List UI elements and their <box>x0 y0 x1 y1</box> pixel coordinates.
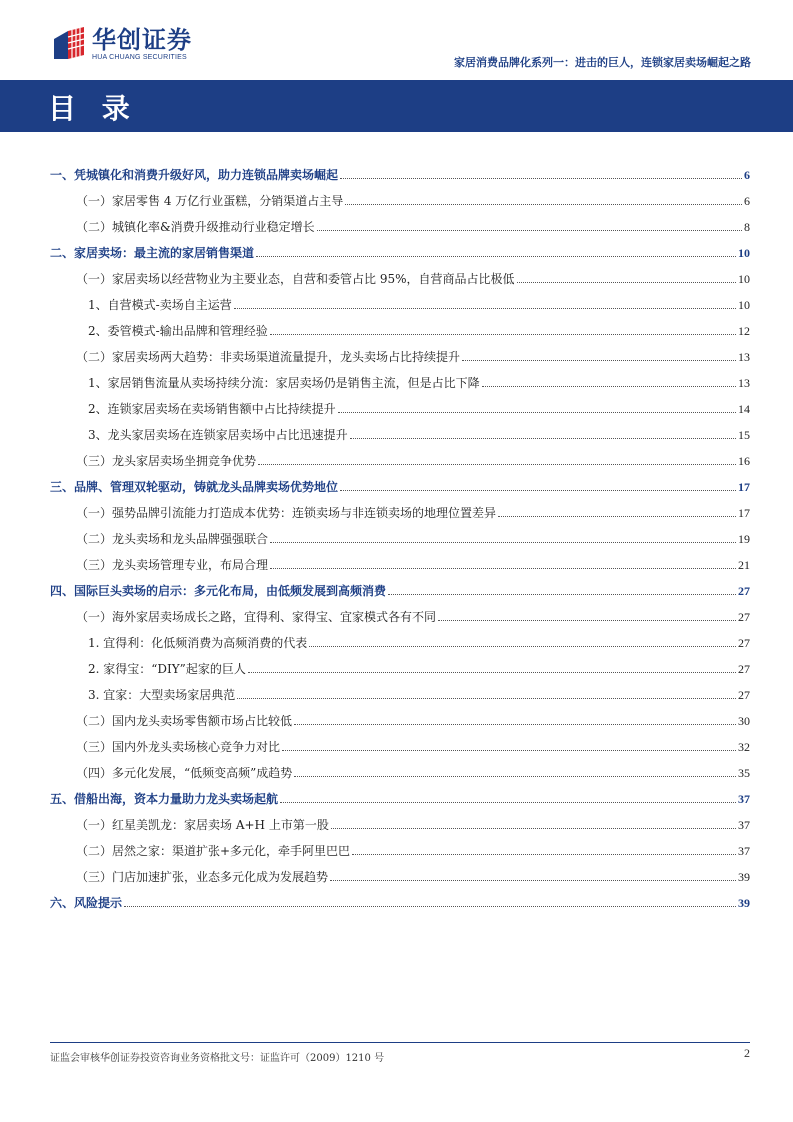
toc-leader-dots <box>438 619 736 621</box>
toc-entry-page: 35 <box>738 766 750 780</box>
toc-entry-label: （二）城镇化率&消费升级推动行业稳定增长 <box>76 220 315 234</box>
toc-entry-label: （二）家居卖场两大趋势：非卖场渠道流量提升，龙头卖场占比持续提升 <box>76 350 461 364</box>
toc-entry[interactable] <box>50 476 750 494</box>
toc-entry[interactable] <box>50 658 750 676</box>
toc-entry[interactable] <box>50 814 750 832</box>
toc-entry-page: 39 <box>738 870 750 884</box>
toc-entry[interactable] <box>50 762 750 780</box>
toc-leader-dots <box>317 229 742 231</box>
toc-entry[interactable] <box>50 736 750 754</box>
toc-entry-page: 16 <box>738 454 750 468</box>
toc-leader-dots <box>270 541 736 543</box>
toc-leader-dots <box>388 593 736 595</box>
toc-entry-page: 27 <box>738 688 750 702</box>
toc-entry-page: 10 <box>738 272 750 286</box>
toc-entry[interactable] <box>50 268 750 286</box>
toc-entry-label: 四、国际巨头卖场的启示：多元化布局，由低频发展到高频消费 <box>50 584 387 598</box>
logo-mark-icon <box>50 25 88 63</box>
toc-entry-label: （四）多元化发展，“低频变高频”成趋势 <box>76 766 293 780</box>
toc-leader-dots <box>498 515 736 517</box>
toc-entry-label: （一）家居零售 4 万亿行业蛋糕，分销渠道占主导 <box>76 194 344 208</box>
toc-entry[interactable] <box>50 346 750 364</box>
toc-entry-label: （一）红星美凯龙：家居卖场 A+H 上市第一股 <box>76 818 329 832</box>
toc-entry-page: 32 <box>738 740 750 754</box>
toc-entry[interactable] <box>50 684 750 702</box>
toc-leader-dots <box>350 437 736 439</box>
toc-entry-page: 27 <box>738 610 750 624</box>
toc-entry[interactable] <box>50 164 750 182</box>
toc-leader-dots <box>345 203 742 205</box>
toc-leader-dots <box>330 879 736 881</box>
toc-heading: 目 录 <box>48 92 138 125</box>
toc-entry-label: 1、家居销售流量从卖场持续分流：家居卖场仍是销售主流，但是占比下降 <box>88 376 480 390</box>
toc-entry-label: （二）居然之家：渠道扩张+多元化，牵手阿里巴巴 <box>76 844 351 858</box>
toc-entry[interactable] <box>50 892 750 910</box>
toc-leader-dots <box>124 905 736 907</box>
page-number: 2 <box>744 1046 750 1060</box>
toc-entry-label: 一、凭城镇化和消费升级好风，助力连锁品牌卖场崛起 <box>50 168 339 182</box>
footer-divider <box>50 1042 750 1043</box>
toc-leader-dots <box>294 723 736 725</box>
toc-leader-dots <box>280 801 736 803</box>
toc-entry-page: 19 <box>738 532 750 546</box>
toc-entry-page: 37 <box>738 792 750 806</box>
toc-entry-label: （三）门店加速扩张，业态多元化成为发展趋势 <box>76 870 329 884</box>
toc-leader-dots <box>482 385 736 387</box>
toc-entry-page: 17 <box>738 480 750 494</box>
toc-leader-dots <box>234 307 736 309</box>
logo-name-cn: 华创证券 <box>92 25 192 54</box>
toc-entry-page: 30 <box>738 714 750 728</box>
toc-entry[interactable] <box>50 190 750 208</box>
toc-entry-page: 6 <box>744 168 750 182</box>
toc-entry[interactable] <box>50 554 750 572</box>
toc-entry-page: 17 <box>738 506 750 520</box>
toc-entry-page: 27 <box>738 584 750 598</box>
toc-entry-label: 二、家居卖场：最主流的家居销售渠道 <box>50 246 255 260</box>
toc-leader-dots <box>352 853 736 855</box>
toc-entry[interactable] <box>50 450 750 468</box>
toc-entry[interactable] <box>50 866 750 884</box>
toc-leader-dots <box>331 827 736 829</box>
toc-entry[interactable] <box>50 502 750 520</box>
toc-leader-dots <box>256 255 736 257</box>
toc-entry[interactable] <box>50 320 750 338</box>
toc-entry[interactable] <box>50 398 750 416</box>
toc-entry-page: 15 <box>738 428 750 442</box>
toc-entry[interactable] <box>50 294 750 312</box>
toc-leader-dots <box>309 645 736 647</box>
toc-entry-label: 三、品牌、管理双轮驱动，铸就龙头品牌卖场优势地位 <box>50 480 339 494</box>
toc-entry[interactable] <box>50 788 750 806</box>
toc-entry-page: 12 <box>738 324 750 338</box>
toc-leader-dots <box>248 671 736 673</box>
toc-banner <box>0 80 793 132</box>
toc-entry-label: 1、自营模式-卖场自主运营 <box>88 298 232 312</box>
toc-entry-page: 8 <box>744 220 750 234</box>
toc-entry-page: 10 <box>738 298 750 312</box>
toc-entry-page: 27 <box>738 662 750 676</box>
toc-leader-dots <box>270 333 736 335</box>
toc-entry-label: 2、连锁家居卖场在卖场销售额中占比持续提升 <box>88 402 336 416</box>
toc-entry-page: 21 <box>738 558 750 572</box>
toc-leader-dots <box>270 567 736 569</box>
toc-leader-dots <box>462 359 736 361</box>
toc-entry-label: （二）龙头卖场和龙头品牌强强联合 <box>76 532 269 546</box>
toc-entry-page: 37 <box>738 818 750 832</box>
toc-entry-label: （一）家居卖场以经营物业为主要业态，自营和委管占比 95%，自营商品占比极低 <box>76 272 515 286</box>
toc-entry-label: 3. 宜家：大型卖场家居典范 <box>88 688 236 702</box>
toc-entry-label: 2. 家得宝：“DIY”起家的巨人 <box>88 662 246 676</box>
toc-entry[interactable] <box>50 710 750 728</box>
toc-entry-page: 13 <box>738 376 750 390</box>
footer-license-text: 证监会审核华创证券投资咨询业务资格批文号：证监许可（2009）1210 号 <box>50 1053 385 1064</box>
toc-entry-page: 6 <box>744 194 750 208</box>
toc-entry-page: 14 <box>738 402 750 416</box>
toc-entry[interactable] <box>50 580 750 598</box>
toc-entry[interactable] <box>50 242 750 260</box>
toc-leader-dots <box>294 775 736 777</box>
toc-entry[interactable] <box>50 424 750 442</box>
toc-entry-page: 13 <box>738 350 750 364</box>
toc-entry-label: 2、委管模式-输出品牌和管理经验 <box>88 324 268 338</box>
toc-entry-page: 39 <box>738 896 750 910</box>
toc-entry[interactable] <box>50 606 750 624</box>
toc-entry-page: 27 <box>738 636 750 650</box>
toc-entry-label: （三）国内外龙头卖场核心竞争力对比 <box>76 740 281 754</box>
report-series-title: 家居消费品牌化系列一：进击的巨人，连锁家居卖场崛起之路 <box>454 56 751 69</box>
toc-entry[interactable] <box>50 372 750 390</box>
toc-leader-dots <box>338 411 736 413</box>
toc-entry-page: 37 <box>738 844 750 858</box>
toc-entry-label: 五、借船出海，资本力量助力龙头卖场起航 <box>50 792 279 806</box>
toc-entry[interactable] <box>50 632 750 650</box>
toc-entry-label: （三）龙头卖场管理专业，布局合理 <box>76 558 269 572</box>
toc-entry-label: 3、龙头家居卖场在连锁家居卖场中占比迅速提升 <box>88 428 348 442</box>
company-logo <box>50 24 192 64</box>
toc-entry[interactable] <box>50 840 750 858</box>
toc-entry-label: （二）国内龙头卖场零售额市场占比较低 <box>76 714 293 728</box>
toc-leader-dots <box>258 463 736 465</box>
toc-entry-page: 10 <box>738 246 750 260</box>
toc-leader-dots <box>517 281 737 283</box>
toc-entry-label: 1. 宜得利：化低频消费为高频消费的代表 <box>88 636 308 650</box>
toc-leader-dots <box>340 177 742 179</box>
toc-entry-label: （一）海外家居卖场成长之路，宜得利、家得宝、宜家模式各有不同 <box>76 610 437 624</box>
toc-leader-dots <box>237 697 736 699</box>
toc-entry[interactable] <box>50 528 750 546</box>
toc-leader-dots <box>340 489 736 491</box>
toc-entry-label: （一）强势品牌引流能力打造成本优势：连锁卖场与非连锁卖场的地理位置差异 <box>76 506 497 520</box>
toc-entry-label: （三）龙头家居卖场坐拥竞争优势 <box>76 454 257 468</box>
toc-entry[interactable] <box>50 216 750 234</box>
logo-name-en: HUA CHUANG SECURITIES <box>92 53 187 61</box>
toc-leader-dots <box>282 749 736 751</box>
toc-entry-label: 六、风险提示 <box>50 896 123 910</box>
